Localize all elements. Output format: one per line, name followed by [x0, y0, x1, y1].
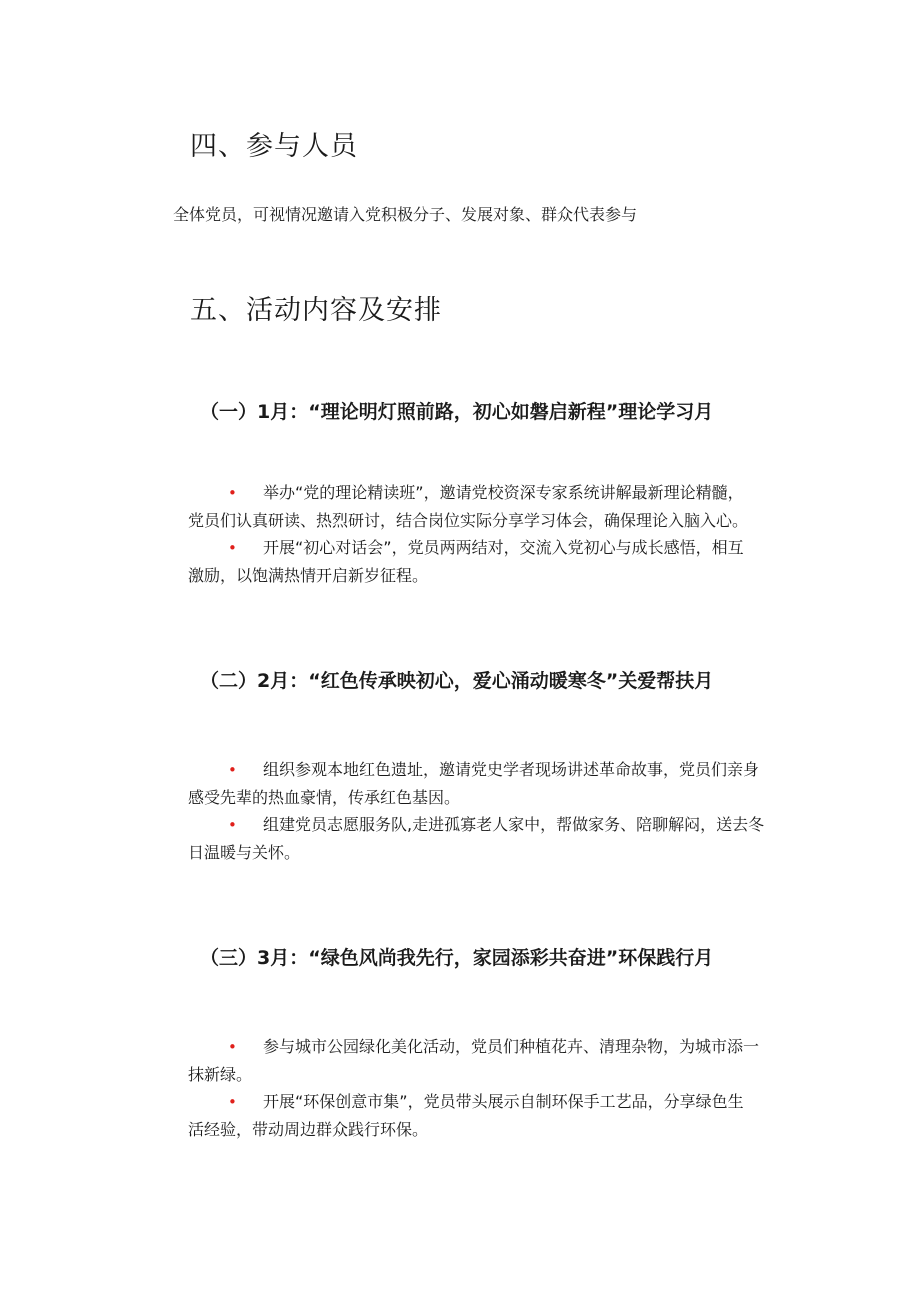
bullet-text-line-2: 抹新绿。	[188, 1065, 253, 1084]
bullet-text-line-1: 举办“党的理论精读班”，邀请党校资深专家系统讲解最新理论精髓，	[263, 483, 744, 502]
bullet-text-line-2: 日温暖与关怀。	[188, 843, 301, 862]
bullet-text-line-1: 开展“环保创意市集”，党员带头展示自制环保手工艺品，分享绿色生	[263, 1092, 744, 1111]
bullet-dot-icon: •	[228, 1093, 237, 1111]
month-3-bullet-2	[188, 1088, 788, 1144]
month-1-bullet-2	[188, 534, 788, 590]
bullet-dot-icon: •	[228, 1038, 237, 1056]
month-2-bullet-1	[188, 756, 788, 812]
month-2-bullet-2	[188, 811, 788, 867]
bullet-dot-icon: •	[228, 816, 237, 834]
bullet-dot-icon: •	[228, 761, 237, 779]
month-1-heading: （一）1月：“理论明灯照前路，初心如磐启新程”理论学习月	[200, 401, 714, 423]
section-4-text: 全体党员，可视情况邀请入党积极分子、发展对象、群众代表参与	[173, 205, 638, 224]
bullet-dot-icon: •	[228, 539, 237, 557]
bullet-dot-icon: •	[228, 484, 237, 502]
month-3-heading: （三）3月：“绿色风尚我先行，家园添彩共奋进”环保践行月	[200, 947, 714, 969]
bullet-text-line-1: 参与城市公园绿化美化活动，党员们种植花卉、清理杂物，为城市添一	[263, 1037, 760, 1056]
bullet-text-line-2: 党员们认真研读、热烈研讨，结合岗位实际分享学习体会，确保理论入脑入心。	[188, 511, 749, 530]
bullet-text-line-1: 组织参观本地红色遗址，邀请党史学者现场讲述革命故事，党员们亲身	[263, 760, 760, 779]
section-4-heading: 四、参与人员	[190, 131, 358, 162]
bullet-text-line-1: 组建党员志愿服务队,走进孤寡老人家中，帮做家务、陪聊解闷，送去冬	[263, 815, 765, 834]
month-3-bullet-1	[188, 1033, 788, 1089]
bullet-text-line-2: 感受先辈的热血豪情，传承红色基因。	[188, 788, 461, 807]
month-1-bullet-1	[188, 479, 788, 535]
section-5-heading: 五、活动内容及安排	[190, 295, 442, 326]
bullet-text-line-2: 激励，以饱满热情开启新岁征程。	[188, 566, 429, 585]
bullet-text-line-2: 活经验，带动周边群众践行环保。	[188, 1120, 429, 1139]
bullet-text-line-1: 开展“初心对话会”，党员两两结对，交流入党初心与成长感悟，相互	[263, 538, 744, 557]
month-2-heading: （二）2月：“红色传承映初心，爱心涌动暖寒冬”关爱帮扶月	[200, 670, 714, 692]
